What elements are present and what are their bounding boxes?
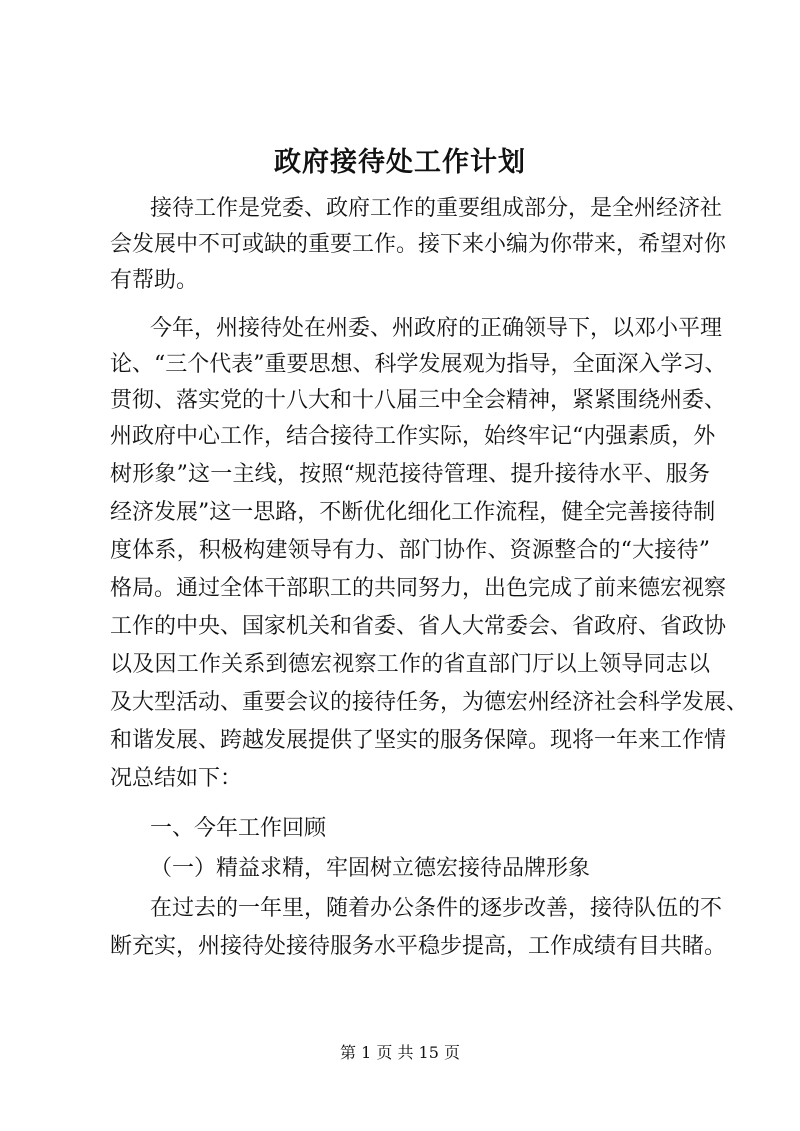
paragraph-line: 及大型活动、重要会议的接待任务，为德宏州经济社会科学发展、 xyxy=(110,690,749,715)
paragraph-line: 州政府中心工作，结合接待工作实际，始终牢记“内强素质，外 xyxy=(110,424,716,449)
paragraph-line: 论、“三个代表”重要思想、科学发展观为指导，全面深入学习、 xyxy=(110,352,727,377)
paragraph-line: 贯彻、落实党的十八大和十八届三中全会精神，紧紧围绕州委、 xyxy=(110,388,727,413)
paragraph-line: 在过去的一年里，随着办公条件的逐步改善，接待队伍的不 xyxy=(150,896,723,921)
paragraph-line: 和谐发展、跨越发展提供了坚实的服务保障。现将一年来工作情 xyxy=(110,728,727,753)
paragraph-line: 度体系，积极构建领导有力、部门协作、资源整合的“大接待” xyxy=(110,538,710,563)
section-heading: 一、今年工作回顾 xyxy=(150,816,327,841)
document-title: 政府接待处工作计划 xyxy=(274,147,526,178)
paragraph-line: 树形象”这一主线，按照“规范接待管理、提升接待水平、服务 xyxy=(110,462,710,487)
paragraph-line: 以及因工作关系到德宏视察工作的省直部门厅以上领导同志以 xyxy=(110,652,710,677)
paragraph-line: 工作的中央、国家机关和省委、省人大常委会、省政府、省政协 xyxy=(110,614,727,639)
paragraph-line: 况总结如下： xyxy=(110,766,243,791)
paragraph-line: 经济发展”这一思路，不断优化细化工作流程，健全完善接待制 xyxy=(110,500,716,525)
paragraph-line: 今年，州接待处在州委、州政府的正确领导下，以邓小平理 xyxy=(150,316,723,341)
subsection-heading: （一）精益求精，牢固树立德宏接待品牌形象 xyxy=(150,856,591,881)
paragraph-line: 接待工作是党委、政府工作的重要组成部分，是全州经济社 xyxy=(150,196,723,221)
page-footer: 第 1 页 共 15 页 xyxy=(340,1043,460,1062)
paragraph-line: 有帮助。 xyxy=(110,268,199,293)
paragraph-line: 格局。通过全体干部职工的共同努力，出色完成了前来德宏视察 xyxy=(110,576,727,601)
paragraph-line: 会发展中不可或缺的重要工作。接下来小编为你带来，希望对你 xyxy=(110,232,727,257)
paragraph-line: 断充实，州接待处接待服务水平稳步提高，工作成绩有目共睹。 xyxy=(110,934,727,959)
